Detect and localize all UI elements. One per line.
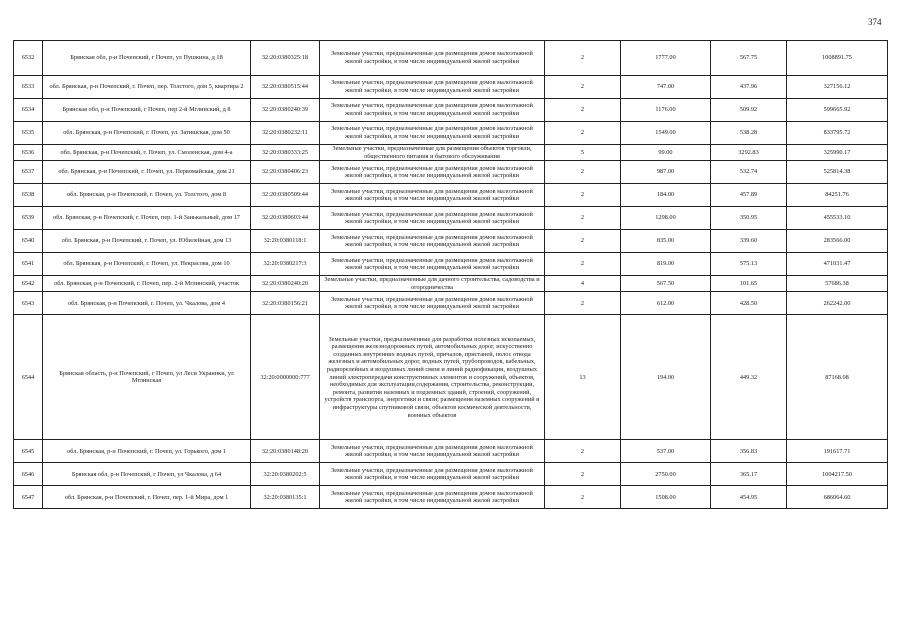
- cadastral-number-cell: 32:20:0380333:25: [251, 145, 320, 161]
- cadastral-value-cell: 84251.76: [787, 184, 888, 207]
- unit-value-cell: 339.60: [711, 230, 787, 253]
- address-cell: обл. Брянская, р-н Почепский, г. Почеп, ул. Некрасова, дом 10: [43, 253, 251, 276]
- unit-value-cell: 437.96: [711, 76, 787, 99]
- group-code-cell: 2: [545, 76, 621, 99]
- area-cell: 747.00: [621, 76, 711, 99]
- cadastral-number-cell: 32:20:0380240:20: [251, 276, 320, 292]
- land-use-cell: Земельные участки, предназначенные для дачного строительства, садоводства и огородничества: [320, 276, 545, 292]
- unit-value-cell: 350.95: [711, 207, 787, 230]
- unit-value-cell: 567.75: [711, 41, 787, 76]
- cadastral-number-cell: 32:20:0380156:21: [251, 292, 320, 315]
- address-cell: обл. Брянская, р-н Почепский, г. Почеп, ул. Затишская, дом 50: [43, 122, 251, 145]
- cadastral-value-cell: 455533.10: [787, 207, 888, 230]
- table-row: [14, 161, 888, 184]
- table-row: [14, 486, 888, 509]
- area-cell: 1508.00: [621, 486, 711, 509]
- page-number: 374: [868, 17, 882, 27]
- area-cell: 612.00: [621, 292, 711, 315]
- cadastral-number-cell: 32:20:0380240:39: [251, 99, 320, 122]
- area-cell: 567.50: [621, 276, 711, 292]
- row-number: 6535: [14, 122, 43, 145]
- group-code-cell: 2: [545, 486, 621, 509]
- address-cell: обл. Брянская, р-н Почепский, г. Почеп, ул. Первомайская, дом 21: [43, 161, 251, 184]
- table-row: [14, 440, 888, 463]
- group-code-cell: 2: [545, 161, 621, 184]
- table-row: [14, 184, 888, 207]
- cadastral-value-cell: 525814.38: [787, 161, 888, 184]
- unit-value-cell: 449.32: [711, 315, 787, 440]
- row-number: 6536: [14, 145, 43, 161]
- address-cell: обл. Брянская, р-н Почепский, г. Почеп, пер. 1-й Занькальный, дом 17: [43, 207, 251, 230]
- unit-value-cell: 428.50: [711, 292, 787, 315]
- table-row: [14, 41, 888, 76]
- cadastral-value-cell: 1004217.50: [787, 463, 888, 486]
- address-cell: обл. Брянская, р-н Почепский, г. Почеп, ул. Смоленская, дом 4-а: [43, 145, 251, 161]
- area-cell: 835.00: [621, 230, 711, 253]
- area-cell: 184.00: [621, 184, 711, 207]
- table-row: [14, 207, 888, 230]
- unit-value-cell: 454.95: [711, 486, 787, 509]
- cadastral-value-cell: 599665.92: [787, 99, 888, 122]
- group-code-cell: 2: [545, 122, 621, 145]
- land-use-cell: Земельные участки, предназначенные для разработки полезных ископаемых, размещения железнодорожных путей, автомобильных дорог, искусственно созданных внутренних водных путей, причалов, пристаней, полос отвода железных и автомобильных дорог, водных путей, трубопроводов, кабельных, радиорелейных и воздушных линий связи и линий радиофикации, воздушных линий электропередачи конструктивных элементов и сооружений, объектов, необходимых для эксплуатации,содержания, строительства, реконструкции, ремонта, развития наземных и подземных зданий, строений, сооружений, устройств транспорта, энергетики и связи; размещения наземных сооружений и инфраструктуры спутниковой связи, объектов космической деятельности, военных объектов: [320, 315, 545, 440]
- land-use-cell: Земельные участки, предназначенные для размещения домов малоэтажной жилой застройки, в том числе индивидуальной жилой застройки: [320, 41, 545, 76]
- cadastral-number-cell: 32:20:0380118:1: [251, 230, 320, 253]
- unit-value-cell: 365.17: [711, 463, 787, 486]
- cadastral-value-cell: 57686.38: [787, 276, 888, 292]
- table-row: [14, 99, 888, 122]
- cadastral-value-cell: 325990.17: [787, 145, 888, 161]
- row-number: 6534: [14, 99, 43, 122]
- table-row: [14, 276, 888, 292]
- land-use-cell: Земельные участки, предназначенные для размещения домов малоэтажной жилой застройки, в том числе индивидуальной жилой застройки: [320, 253, 545, 276]
- address-cell: обл. Брянская, р-н Почепский, г. Почеп, ул. Горького, дом 1: [43, 440, 251, 463]
- address-cell: обл. Брянская, р-н Почепский, г. Почеп, ул. Юбилейная, дом 13: [43, 230, 251, 253]
- row-number: 6545: [14, 440, 43, 463]
- table-row: [14, 315, 888, 440]
- row-number: 6540: [14, 230, 43, 253]
- row-number: 6543: [14, 292, 43, 315]
- area-cell: 1777.00: [621, 41, 711, 76]
- cadastral-number-cell: 32:20:0380202:5: [251, 463, 320, 486]
- row-number: 6542: [14, 276, 43, 292]
- cadastral-number-cell: 32:20:0380509:44: [251, 184, 320, 207]
- area-cell: 819.00: [621, 253, 711, 276]
- land-use-cell: Земельные участки, предназначенные для размещения домов малоэтажной жилой застройки, в том числе индивидуальной жилой застройки: [320, 161, 545, 184]
- group-code-cell: 2: [545, 99, 621, 122]
- group-code-cell: 2: [545, 440, 621, 463]
- cadastral-number-cell: 32:20:0380406:23: [251, 161, 320, 184]
- cadastral-value-cell: 191617.71: [787, 440, 888, 463]
- address-cell: Брянская область, р-н Почепский, г Почеп, ул Леси Украинки, ул Мглинская: [43, 315, 251, 440]
- land-use-cell: Земельные участки, предназначенные для размещения домов малоэтажной жилой застройки, в том числе индивидуальной жилой застройки: [320, 122, 545, 145]
- row-number: 6532: [14, 41, 43, 76]
- cadastral-value-cell: 471031.47: [787, 253, 888, 276]
- cadastral-number-cell: 32:20:0000000:777: [251, 315, 320, 440]
- address-cell: обл. Брянская, р-н Почепский, г. Почеп, пер. 2-й Мглинский, участок: [43, 276, 251, 292]
- cadastral-value-cell: 686064.60: [787, 486, 888, 509]
- cadastral-number-cell: 32:20:0380135:1: [251, 486, 320, 509]
- land-use-cell: Земельные участки, предназначенные для размещения домов малоэтажной жилой застройки, в том числе индивидуальной жилой застройки: [320, 230, 545, 253]
- cadastral-value-cell: 833795.72: [787, 122, 888, 145]
- unit-value-cell: 532.74: [711, 161, 787, 184]
- table-row: [14, 253, 888, 276]
- cadastral-number-cell: 32:20:0380232:11: [251, 122, 320, 145]
- cadastral-value-cell: 327156.12: [787, 76, 888, 99]
- cadastral-number-cell: 32:20:0380148:20: [251, 440, 320, 463]
- unit-value-cell: 575.13: [711, 253, 787, 276]
- cadastral-value-cell: 1008891.75: [787, 41, 888, 76]
- registry-table: [13, 40, 888, 509]
- area-cell: 537.00: [621, 440, 711, 463]
- unit-value-cell: 457.89: [711, 184, 787, 207]
- table-row: [14, 230, 888, 253]
- area-cell: 1549.00: [621, 122, 711, 145]
- address-cell: обл. Брянская, р-н Почепский, г. Почеп, пер. 1-й Мира, дом 1: [43, 486, 251, 509]
- area-cell: 987.00: [621, 161, 711, 184]
- land-use-cell: Земельные участки, предназначенные для размещения домов малоэтажной жилой застройки, в том числе индивидуальной жилой застройки: [320, 99, 545, 122]
- land-use-cell: Земельные участки, предназначенные для размещения домов малоэтажной жилой застройки, в том числе индивидуальной жилой застройки: [320, 486, 545, 509]
- address-cell: Брянская обл, р-н Почепский, г Почеп, пер 2-й Мглинский, д 8: [43, 99, 251, 122]
- land-use-cell: Земельные участки, предназначенные для размещения домов малоэтажной жилой застройки, в том числе индивидуальной жилой застройки: [320, 292, 545, 315]
- table-row: [14, 76, 888, 99]
- group-code-cell: 2: [545, 184, 621, 207]
- area-cell: 1298.00: [621, 207, 711, 230]
- row-number: 6541: [14, 253, 43, 276]
- address-cell: обл. Брянская, р-н Почепский, г. Почеп, ул. Чкалова, дом 4: [43, 292, 251, 315]
- land-use-cell: Земельные участки, предназначенные для размещения домов малоэтажной жилой застройки, в том числе индивидуальной жилой застройки: [320, 440, 545, 463]
- land-use-cell: Земельные участки, предназначенные для размещения домов малоэтажной жилой застройки, в том числе индивидуальной жилой застройки: [320, 76, 545, 99]
- table-row: [14, 145, 888, 161]
- area-cell: 194.00: [621, 315, 711, 440]
- group-code-cell: 5: [545, 145, 621, 161]
- address-cell: Брянская обл, р-н Почепский, г Почеп, ул Пушкина, д 18: [43, 41, 251, 76]
- land-use-cell: Земельные участки, предназначенные для размещения домов малоэтажной жилой застройки, в том числе индивидуальной жилой застройки: [320, 184, 545, 207]
- cadastral-number-cell: 32:20:0380603:44: [251, 207, 320, 230]
- row-number: 6547: [14, 486, 43, 509]
- cadastral-number-cell: 32:20:0380217:3: [251, 253, 320, 276]
- row-number: 6533: [14, 76, 43, 99]
- group-code-cell: 13: [545, 315, 621, 440]
- unit-value-cell: 101.65: [711, 276, 787, 292]
- table-row: [14, 122, 888, 145]
- table-row: [14, 463, 888, 486]
- address-cell: обл. Брянская, р-н Почепский, г. Почеп, ул. Толстого, дом 8: [43, 184, 251, 207]
- table-row: [14, 292, 888, 315]
- unit-value-cell: 538.28: [711, 122, 787, 145]
- cadastral-number-cell: 32:20:0380325:18: [251, 41, 320, 76]
- area-cell: 1176.00: [621, 99, 711, 122]
- land-use-cell: Земельные участки, предназначенные для размещения домов малоэтажной жилой застройки, в том числе индивидуальной жилой застройки: [320, 463, 545, 486]
- address-cell: обл. Брянская, р-н Почепский, г. Почеп, пер. Толстого, дом 5, квартира 2: [43, 76, 251, 99]
- cadastral-number-cell: 32:20:0380515:44: [251, 76, 320, 99]
- group-code-cell: 2: [545, 463, 621, 486]
- cadastral-value-cell: 87168.08: [787, 315, 888, 440]
- group-code-cell: 4: [545, 276, 621, 292]
- row-number: 6546: [14, 463, 43, 486]
- row-number: 6544: [14, 315, 43, 440]
- unit-value-cell: 356.83: [711, 440, 787, 463]
- area-cell: 99.00: [621, 145, 711, 161]
- group-code-cell: 2: [545, 230, 621, 253]
- row-number: 6538: [14, 184, 43, 207]
- land-use-cell: Земельные участки, предназначенные для размещения объектов торговли, общественного питания и бытового обслуживания: [320, 145, 545, 161]
- area-cell: 2750.00: [621, 463, 711, 486]
- group-code-cell: 2: [545, 292, 621, 315]
- cadastral-value-cell: 262242.00: [787, 292, 888, 315]
- land-use-cell: Земельные участки, предназначенные для размещения домов малоэтажной жилой застройки, в том числе индивидуальной жилой застройки: [320, 207, 545, 230]
- group-code-cell: 2: [545, 253, 621, 276]
- address-cell: Брянская обл, р-н Почепский, г Почеп, ул Чкалова, д 64: [43, 463, 251, 486]
- group-code-cell: 2: [545, 41, 621, 76]
- group-code-cell: 2: [545, 207, 621, 230]
- unit-value-cell: 509.92: [711, 99, 787, 122]
- row-number: 6537: [14, 161, 43, 184]
- cadastral-value-cell: 283566.00: [787, 230, 888, 253]
- row-number: 6539: [14, 207, 43, 230]
- unit-value-cell: 3292.83: [711, 145, 787, 161]
